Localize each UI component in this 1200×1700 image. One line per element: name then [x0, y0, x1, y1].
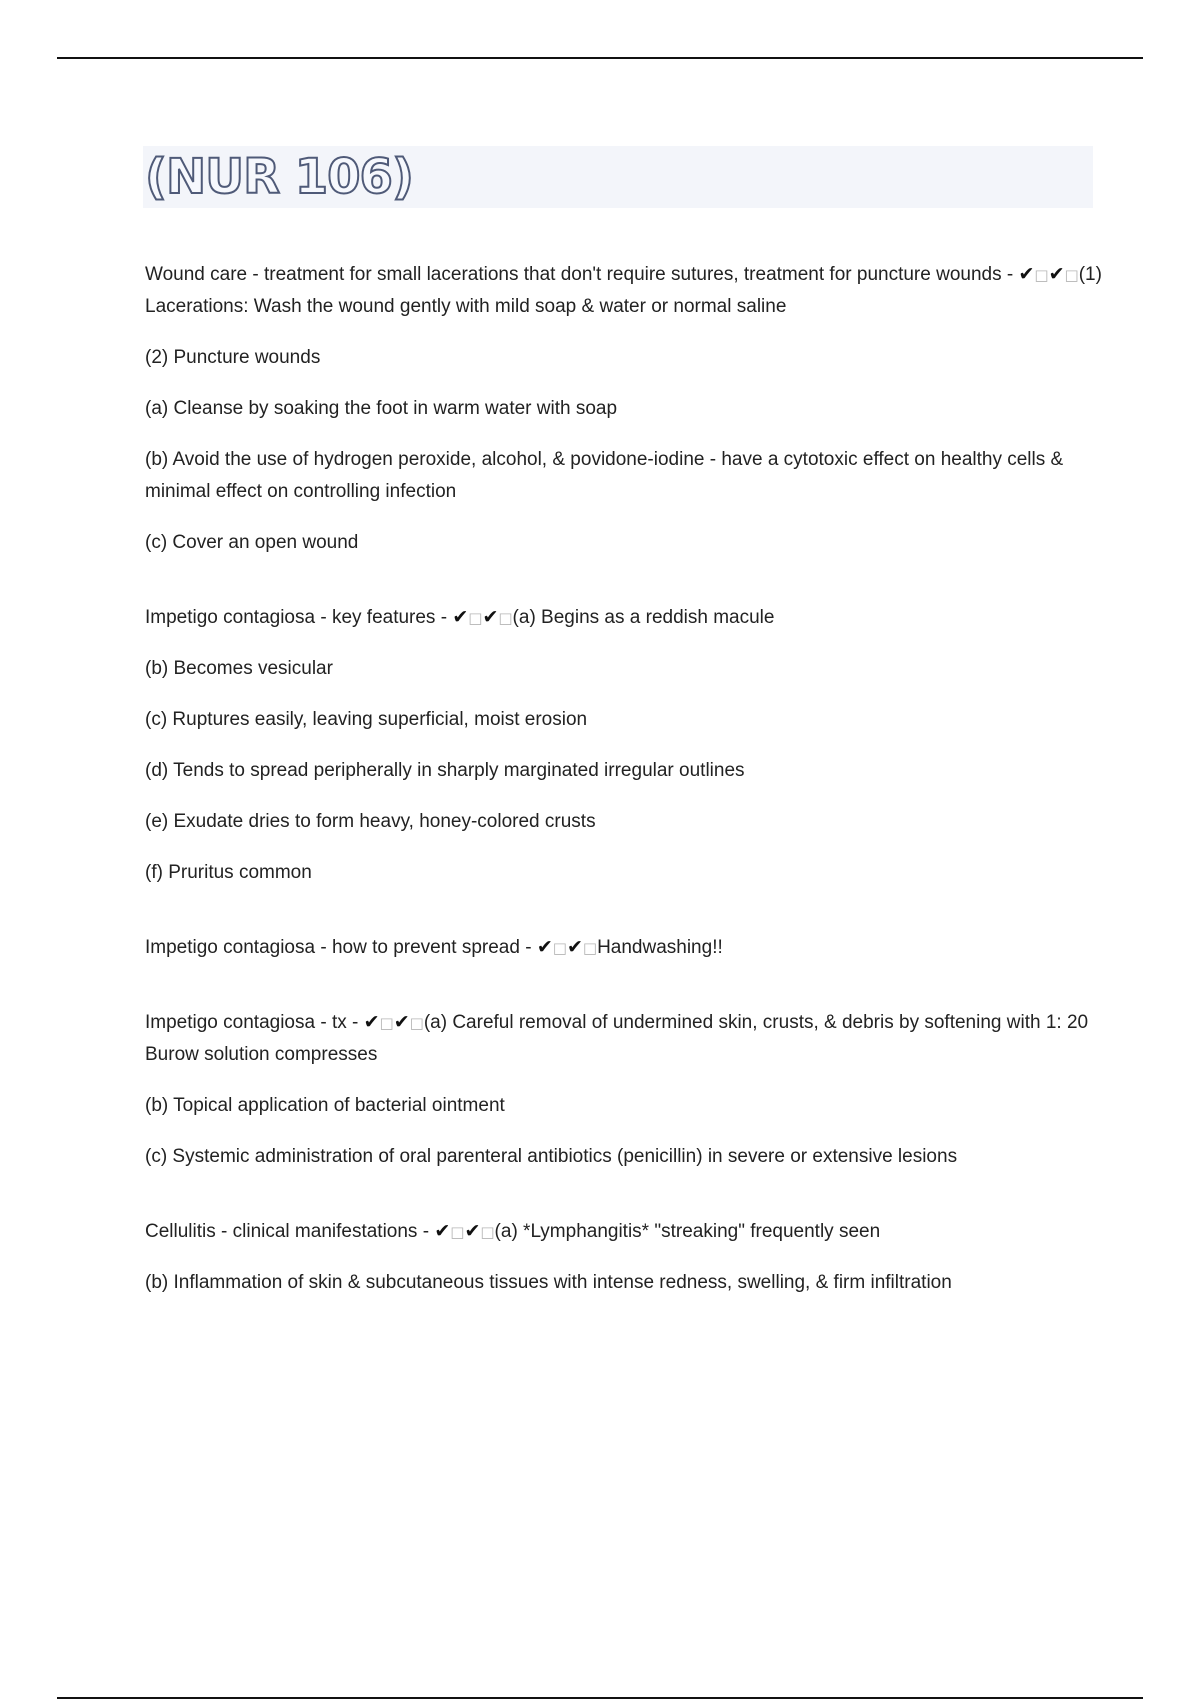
flashcard-list: [145, 258, 1105, 1341]
box-icon: □: [582, 939, 598, 957]
flashcard-answer-line: (b) Becomes vesicular: [145, 658, 333, 679]
flashcard: [145, 601, 1105, 889]
flashcard-answer-line: (d) Tends to spread peripherally in sharply marginated irregular outlines: [145, 760, 745, 781]
check-icon: ✔: [1018, 263, 1035, 285]
box-icon: □: [450, 1223, 465, 1241]
flashcard-answer-line: (c) Systemic administration of oral parenteral antibiotics (penicillin) in severe or extensive lesions: [145, 1146, 958, 1167]
box-icon: □: [1034, 266, 1049, 284]
box-icon: □: [498, 609, 513, 627]
check-icon: ✔: [1048, 263, 1065, 285]
flashcard-answer: (a) Begins as a reddish macule: [512, 607, 775, 628]
flashcard-prompt: Wound care - treatment for small lacerations that don't require sutures, treatment for puncture wounds -: [145, 264, 1014, 285]
flashcard-answer-line: (f) Pruritus common: [145, 862, 312, 883]
flashcard-prompt-line: [145, 258, 1105, 323]
flashcard-answer-line: (b) Inflammation of skin & subcutaneous tissues with intense redness, swelling, & firm infiltration: [145, 1272, 952, 1293]
check-icon: ✔: [434, 1220, 451, 1242]
check-icon: ✔: [452, 606, 469, 628]
check-icon: ✔: [482, 606, 499, 628]
flashcard-answer: (a) *Lymphangitis* "streaking" frequently seen: [494, 1221, 881, 1242]
box-icon: □: [468, 609, 483, 627]
document-title: (NUR 106): [145, 149, 413, 205]
flashcard-answer: Handwashing!!: [597, 937, 723, 958]
box-icon: □: [480, 1223, 495, 1241]
flashcard-prompt-line: [145, 931, 1105, 964]
check-icon: ✔: [566, 936, 583, 958]
box-icon: □: [1064, 266, 1079, 284]
flashcard-answer-line: (2) Puncture wounds: [145, 347, 321, 368]
flashcard-answer-line: (c) Cover an open wound: [145, 532, 359, 553]
box-icon: □: [552, 939, 567, 957]
flashcard-answer-line: (c) Ruptures easily, leaving superficial, moist erosion: [145, 709, 588, 730]
flashcard-prompt: Impetigo contagiosa - tx -: [145, 1012, 359, 1033]
flashcard: [145, 1215, 1105, 1299]
flashcard-answer-line: (e) Exudate dries to form heavy, honey-colored crusts: [145, 811, 596, 832]
flashcard-answer: (1) Lacerations: Wash the wound gently with mild soap & water or normal saline: [145, 264, 1102, 317]
box-icon: □: [409, 1014, 424, 1032]
flashcard-prompt: Impetigo contagiosa - how to prevent spread -: [145, 937, 532, 958]
flashcard: [145, 1006, 1105, 1173]
footer-rule: [57, 1697, 1143, 1699]
flashcard-prompt-line: [145, 601, 1105, 634]
check-icon: ✔: [363, 1011, 380, 1033]
flashcard-answer: (a) Careful removal of undermined skin, crusts, & debris by softening with 1: 20 Burow solution compresses: [145, 1012, 1089, 1065]
flashcard-answer-line: (b) Avoid the use of hydrogen peroxide, alcohol, & povidone-iodine - have a cytotoxic effect on healthy cells & minimal effect on controlling infection: [145, 449, 1064, 502]
flashcard-prompt: Impetigo contagiosa - key features -: [145, 607, 448, 628]
box-icon: □: [379, 1014, 394, 1032]
check-icon: ✔: [393, 1011, 410, 1033]
flashcard-prompt-line: [145, 1006, 1105, 1071]
flashcard-prompt-line: [145, 1215, 1105, 1248]
flashcard: [145, 258, 1105, 559]
header-rule: [57, 57, 1143, 59]
flashcard: [145, 931, 1105, 964]
flashcard-prompt: Cellulitis - clinical manifestations -: [145, 1221, 430, 1242]
check-icon: ✔: [536, 936, 553, 958]
flashcard-answer-line: (a) Cleanse by soaking the foot in warm water with soap: [145, 398, 618, 419]
flashcard-answer-line: (b) Topical application of bacterial ointment: [145, 1095, 505, 1116]
check-icon: ✔: [464, 1220, 481, 1242]
